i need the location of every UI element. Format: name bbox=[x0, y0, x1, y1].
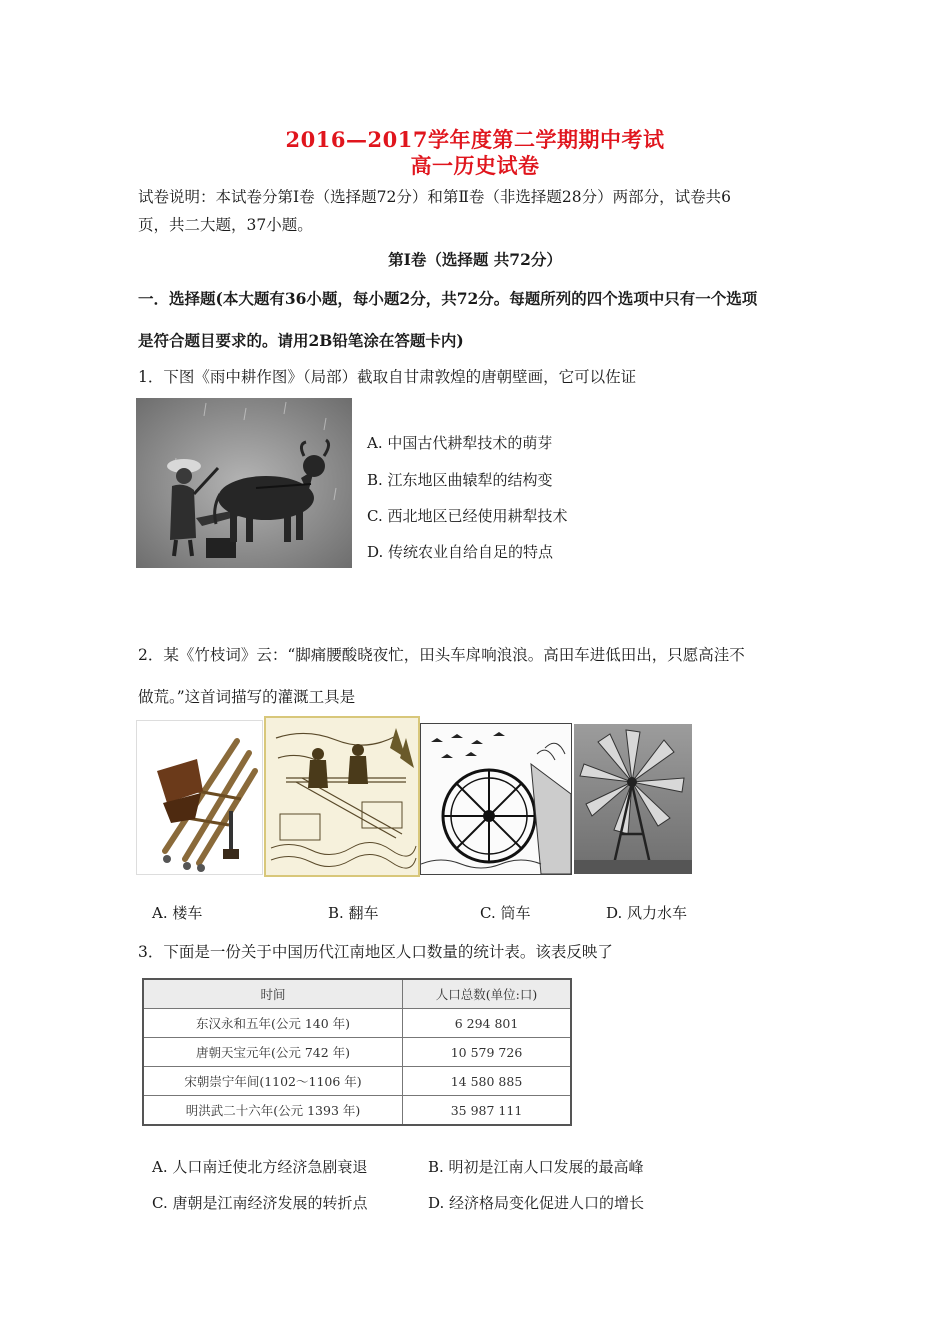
table-cell-time: 唐朝天宝元年(公元 742 年) bbox=[143, 1038, 403, 1067]
table-cell-time: 东汉永和五年(公元 140 年) bbox=[143, 1009, 403, 1038]
intro-line-2: 页，共二大题，37小题。 bbox=[138, 216, 313, 234]
q2-stem-line-2: 做荒。”这首词描写的灌溉工具是 bbox=[138, 688, 356, 706]
q2-option-d[interactable]: D. 风力水车 bbox=[606, 904, 688, 922]
table-header-time: 时间 bbox=[143, 979, 403, 1009]
q1-option-b[interactable]: B. 江东地区曲辕犁的结构变 bbox=[367, 471, 553, 489]
intro-line-1: 试卷说明：本试卷分第Ⅰ卷（选择题72分）和第Ⅱ卷（非选择题28分）两部分，试卷共6 bbox=[138, 188, 731, 206]
wind-water-wheel-image bbox=[574, 724, 692, 874]
table-cell-population: 14 580 885 bbox=[403, 1067, 572, 1096]
q1-option-d[interactable]: D. 传统农业自给自足的特点 bbox=[367, 543, 554, 561]
q1-option-a[interactable]: A. 中国古代耕犁技术的萌芽 bbox=[367, 434, 553, 452]
table-cell-time: 宋朝崇宁年间(1102～1106 年) bbox=[143, 1067, 403, 1096]
exam-subtitle: 高一历史试卷 bbox=[410, 153, 540, 178]
table-header-population: 人口总数(单位:口) bbox=[403, 979, 572, 1009]
table-row bbox=[143, 1038, 571, 1067]
q3-option-a[interactable]: A. 人口南迁使北方经济急剧衰退 bbox=[152, 1158, 368, 1176]
table-cell-time: 明洪武二十六年(公元 1393 年) bbox=[143, 1096, 403, 1126]
table-row bbox=[143, 1009, 571, 1038]
table-cell-population: 35 987 111 bbox=[403, 1096, 572, 1126]
q2-option-b[interactable]: B. 翻车 bbox=[328, 904, 379, 922]
section-instructions-2: 是符合题目要求的。请用2B铅笔涂在答题卡内) bbox=[138, 331, 464, 350]
q3-stem: 3．下面是一份关于中国历代江南地区人口数量的统计表。该表反映了 bbox=[138, 943, 613, 961]
q3-option-c[interactable]: C. 唐朝是江南经济发展的转折点 bbox=[152, 1194, 368, 1212]
section-heading: 第Ⅰ卷（选择题 共72分） bbox=[388, 250, 562, 269]
q1-stem: 1．下图《雨中耕作图》（局部）截取自甘肃敦煌的唐朝壁画，它可以佐证 bbox=[138, 368, 637, 386]
exam-title: 2016—2017学年度第二学期期中考试 bbox=[285, 127, 665, 152]
seed-drill-image bbox=[136, 720, 263, 875]
square-pallet-chain-pump-image bbox=[264, 716, 420, 877]
q3-option-d[interactable]: D. 经济格局变化促进人口的增长 bbox=[428, 1194, 645, 1212]
table-cell-population: 10 579 726 bbox=[403, 1038, 572, 1067]
table-row bbox=[143, 1067, 571, 1096]
mural-image bbox=[136, 398, 352, 568]
q2-option-c[interactable]: C. 筒车 bbox=[480, 904, 531, 922]
noria-waterwheel-image bbox=[420, 723, 572, 875]
table-row bbox=[143, 1096, 571, 1126]
q1-option-c[interactable]: C. 西北地区已经使用耕犁技术 bbox=[367, 507, 568, 525]
section-instructions-1: 一．选择题(本大题有36小题，每小题2分，共72分。每题所列的四个选项中只有一个选项 bbox=[138, 289, 758, 308]
q3-option-b[interactable]: B. 明初是江南人口发展的最高峰 bbox=[428, 1158, 644, 1176]
table-header-row bbox=[143, 979, 571, 1009]
population-table bbox=[142, 978, 572, 1126]
q2-stem-line-1: 2．某《竹枝词》云：“脚痛腰酸晓夜忙，田头车戽响浪浪。高田车进低田出，只愿高洼不 bbox=[138, 646, 745, 664]
table-cell-population: 6 294 801 bbox=[403, 1009, 572, 1038]
q2-option-a[interactable]: A. 楼车 bbox=[152, 904, 203, 922]
